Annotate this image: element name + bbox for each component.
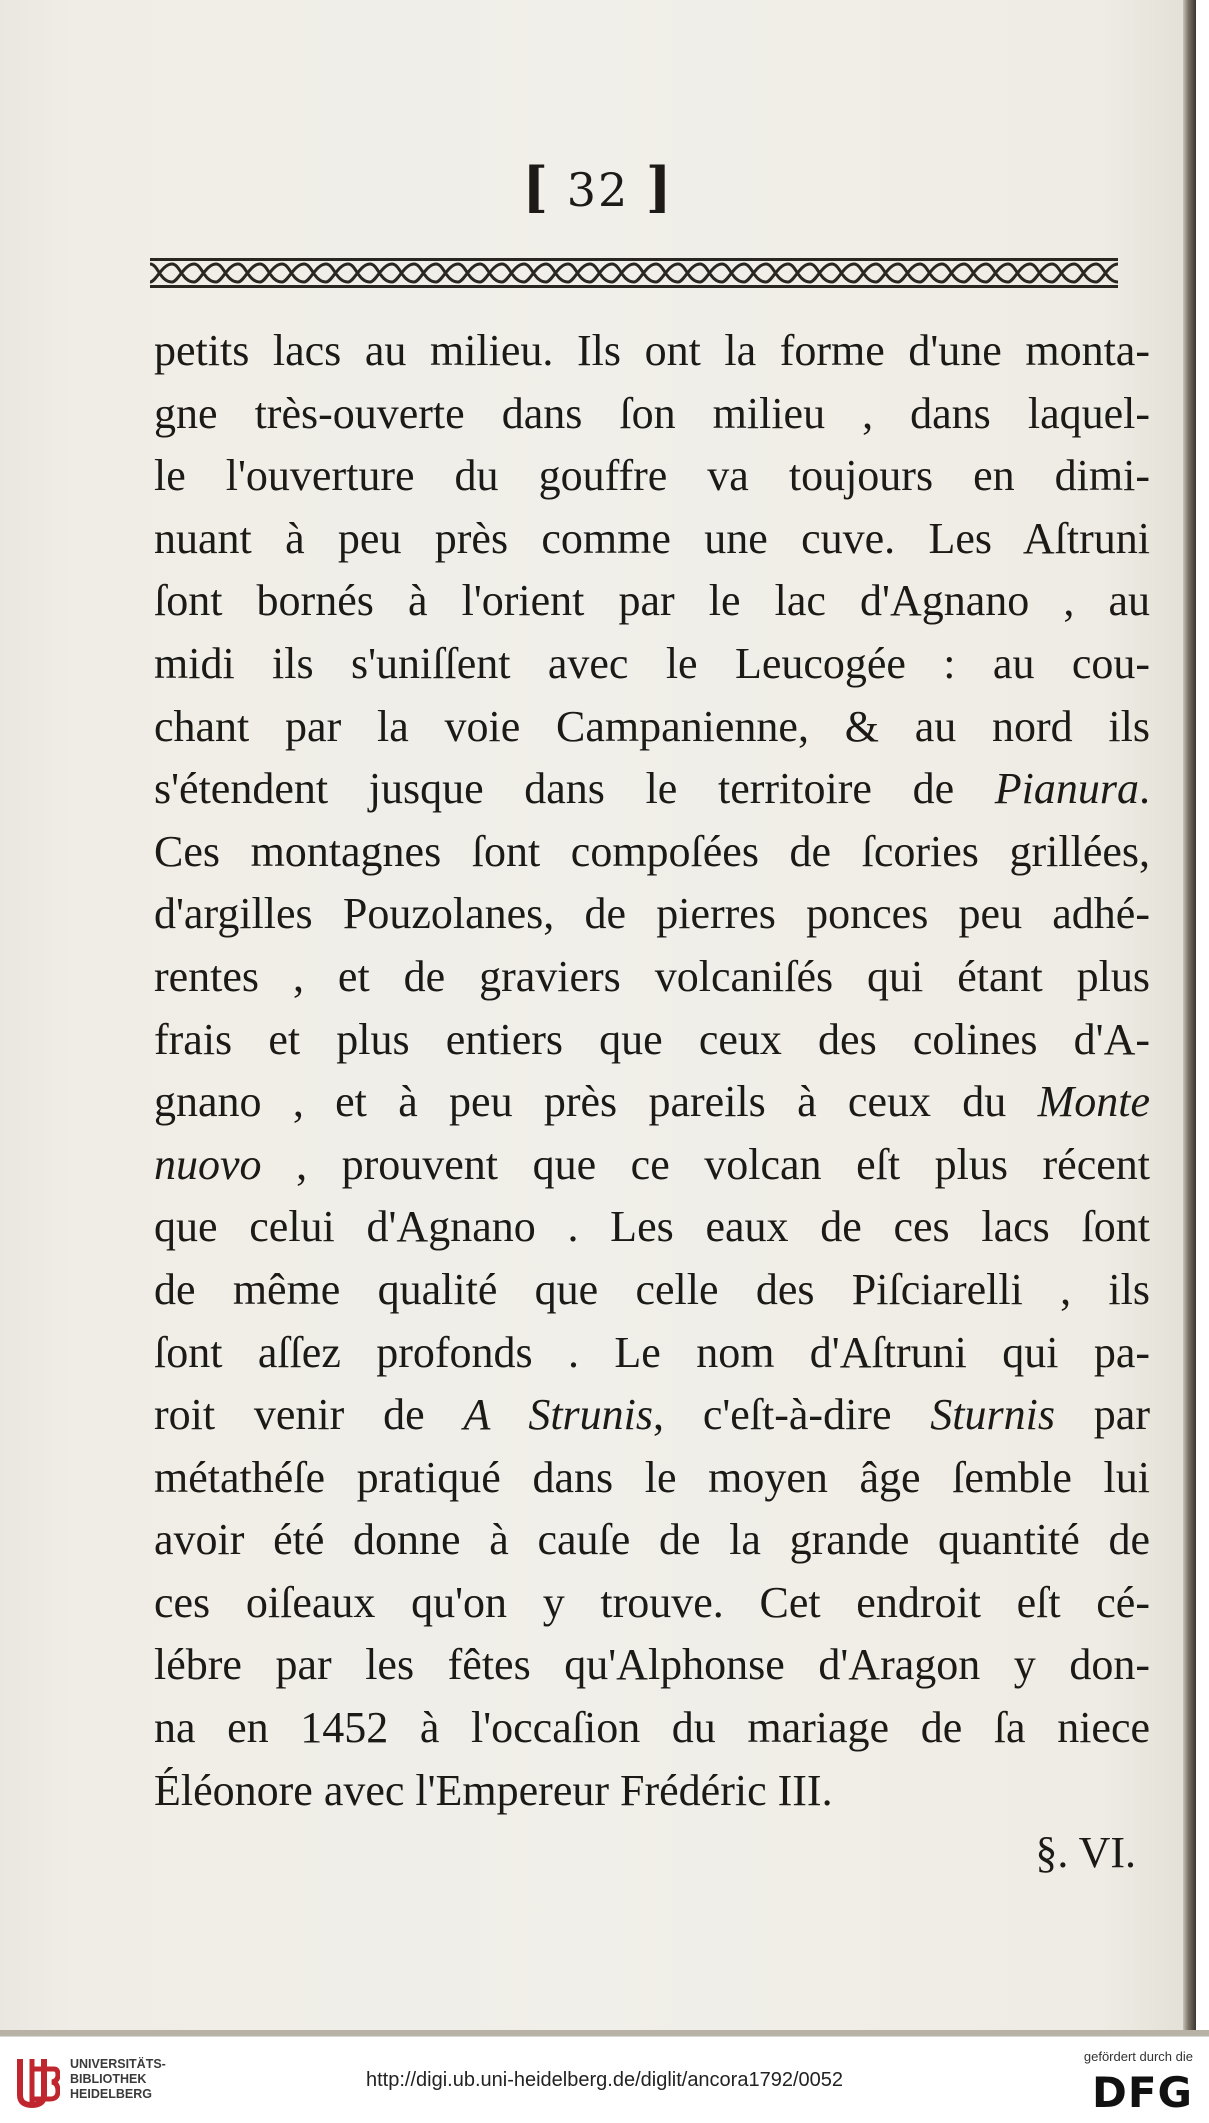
line-text: na en 1452 à l'occaſion du mariage de ſa niece xyxy=(154,1703,1150,1753)
italic-text: A Strunis xyxy=(463,1390,654,1440)
library-name-line: BIBLIOTHEK xyxy=(70,2072,147,2086)
text-line xyxy=(154,821,1150,884)
page-number: 32 xyxy=(566,163,630,217)
text-line xyxy=(154,1572,1150,1635)
line-text: Éléonore avec l'Empereur Frédéric III. xyxy=(154,1765,833,1815)
text-line xyxy=(154,1760,1150,1823)
italic-text: Monte xyxy=(1037,1077,1150,1127)
line-text: lébre par les fêtes qu'Alphonse d'Aragon y don- xyxy=(154,1640,1150,1690)
line-text: ces oiſeaux qu'on y trouve. Cet endroit eſt cé- xyxy=(154,1577,1150,1627)
text-line xyxy=(154,1447,1150,1510)
text-line xyxy=(154,1259,1150,1322)
text-line xyxy=(154,508,1150,571)
italic-text: Pianura xyxy=(994,764,1139,814)
text-line xyxy=(154,445,1150,508)
line-text: §. VI. xyxy=(1035,1828,1136,1878)
line-text: , c'eſt-à-dire xyxy=(653,1390,931,1440)
dfg-logo[interactable]: DFG xyxy=(1091,2068,1193,2117)
funding-caption: gefördert durch die xyxy=(1083,2049,1193,2064)
line-text: . xyxy=(1139,764,1150,814)
document-url-link[interactable]: http://digi.ub.uni-heidelberg.de/diglit/ancora1792/0052 xyxy=(365,2069,844,2091)
library-name-line: UNIVERSITÄTS- xyxy=(70,2057,166,2071)
text-line xyxy=(154,883,1150,946)
italic-text: Sturnis xyxy=(930,1390,1055,1440)
line-text: d'argilles Pouzolanes, de pierres ponces peu adhé- xyxy=(154,889,1150,939)
line-text: ſont bornés à l'orient par le lac d'Agnano , au xyxy=(154,576,1150,626)
line-text: que celui d'Agnano . Les eaux de ces lacs ſont xyxy=(154,1202,1150,1252)
text-line xyxy=(154,633,1150,696)
line-text: métathéſe pratiqué dans le moyen âge ſemble lui xyxy=(154,1452,1150,1502)
line-text: s'étendent jusque dans le territoire de xyxy=(154,764,995,814)
line-text: gnano , et à peu près pareils à ceux du xyxy=(154,1077,1038,1127)
viewer-footer xyxy=(0,2036,1209,2123)
line-text: frais et plus entiers que ceux des colines d'A- xyxy=(154,1014,1150,1064)
text-line xyxy=(154,1196,1150,1259)
line-text: chant par la voie Campanienne, & au nord ils xyxy=(154,701,1150,751)
line-text: par xyxy=(1055,1390,1150,1440)
decorative-rule xyxy=(150,258,1118,288)
line-text: de même qualité que celle des Piſciarelli , ils xyxy=(154,1264,1150,1314)
text-line xyxy=(154,383,1150,446)
line-text: Ces montagnes ſont compoſées de ſcories grillées, xyxy=(154,826,1150,876)
text-line xyxy=(154,1384,1150,1447)
line-text: avoir été donne à cauſe de la grande quantité de xyxy=(154,1515,1150,1565)
text-line xyxy=(154,320,1150,383)
text-line xyxy=(154,570,1150,633)
text-line xyxy=(154,1134,1150,1197)
line-text: midi ils s'uniſſent avec le Leucogée : au cou- xyxy=(154,638,1150,688)
line-text: petits lacs au milieu. Ils ont la forme d'une monta- xyxy=(154,326,1150,375)
text-line xyxy=(154,1071,1150,1134)
line-text: ſont aſſez profonds . Le nom d'Aſtruni qui pa- xyxy=(154,1327,1150,1377)
line-text: le l'ouverture du gouffre va toujours en dimi- xyxy=(154,451,1150,501)
left-bracket-ornament: [ xyxy=(522,155,551,219)
right-bracket-ornament: ] xyxy=(645,155,674,219)
text-line xyxy=(154,758,1150,821)
line-text: rentes , et de graviers volcaniſés qui étant plus xyxy=(154,951,1150,1001)
text-line xyxy=(154,1822,1150,1885)
line-text: roit venir de xyxy=(154,1390,464,1440)
italic-text: nuovo xyxy=(154,1139,262,1189)
text-line xyxy=(154,1634,1150,1697)
line-text: gne très-ouverte dans ſon milieu , dans laquel- xyxy=(154,388,1150,438)
text-line xyxy=(154,946,1150,1009)
text-line xyxy=(154,1509,1150,1572)
text-line xyxy=(154,1322,1150,1385)
text-line xyxy=(154,1009,1150,1072)
body-text xyxy=(154,320,1150,1885)
line-text: nuant à peu près comme une cuve. Les Aſtruni xyxy=(154,513,1150,563)
text-line xyxy=(154,696,1150,759)
page-edge-shadow xyxy=(1183,0,1196,2035)
library-name-line: HEIDELBERG xyxy=(70,2087,152,2101)
line-text: , prouvent que ce volcan eſt plus récent xyxy=(261,1139,1150,1189)
text-line xyxy=(154,1697,1150,1760)
page-header xyxy=(0,155,1196,219)
